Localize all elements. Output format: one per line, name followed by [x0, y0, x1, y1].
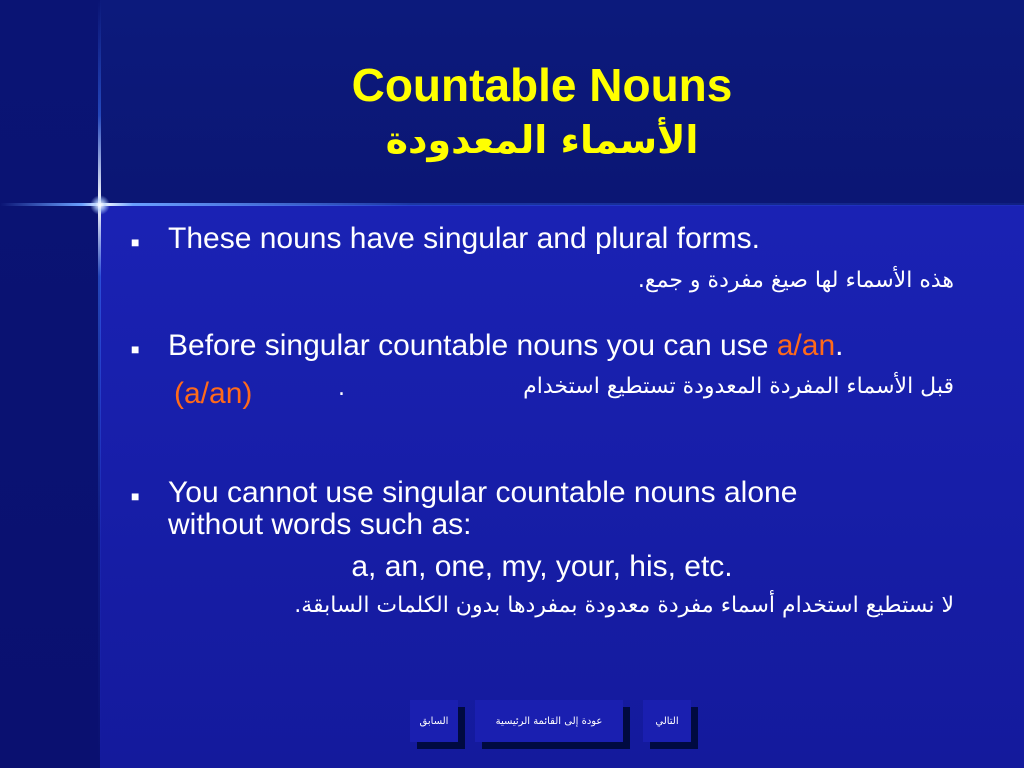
- bullet-square-icon: ■: [131, 341, 140, 357]
- bullet-2-highlight: a/an: [776, 329, 836, 362]
- bullet-1-text: These nouns have singular and plural forms.: [168, 222, 761, 255]
- star-flare-icon: [90, 195, 110, 215]
- bullet-3-examples: a, an, one, my, your, his, etc.: [351, 550, 733, 583]
- left-panel: [0, 0, 100, 768]
- bullet-2-text-before: Before singular countable nouns you can use: [168, 329, 777, 362]
- bullet-square-icon: ■: [131, 488, 140, 504]
- bullet-3-arabic: لا نستطيع استخدام أسماء مفردة معدودة بمفردها بدون الكلمات السابقة.: [294, 593, 954, 618]
- next-button[interactable]: التالي: [643, 700, 691, 742]
- bullet-2-arabic: قبل الأسماء المفردة المعدودة تستطيع استخدام: [523, 374, 954, 399]
- bullet-2-arabic-highlight: (a/an): [174, 377, 253, 410]
- home-menu-button[interactable]: عودة إلى القائمة الرئيسية: [475, 700, 623, 742]
- bullet-square-icon: ■: [131, 234, 140, 250]
- vertical-light-line: [98, 0, 101, 768]
- horizontal-light-line: [0, 203, 1024, 206]
- slide-title-arabic: الأسماء المعدودة: [385, 118, 699, 162]
- bullet-2-text: [168, 329, 843, 363]
- bullet-3-line-2: without words such as:: [168, 508, 472, 541]
- bullet-2-text-after: .: [835, 329, 844, 362]
- bullet-2-arabic-dot: .: [338, 376, 345, 401]
- previous-button[interactable]: السابق: [410, 700, 458, 742]
- bullet-3-line-1: You cannot use singular countable nouns alone: [168, 476, 798, 509]
- slide-title: Countable Nouns: [351, 59, 733, 111]
- bullet-1-arabic: هذه الأسماء لها صيغ مفردة و جمع.: [637, 268, 954, 293]
